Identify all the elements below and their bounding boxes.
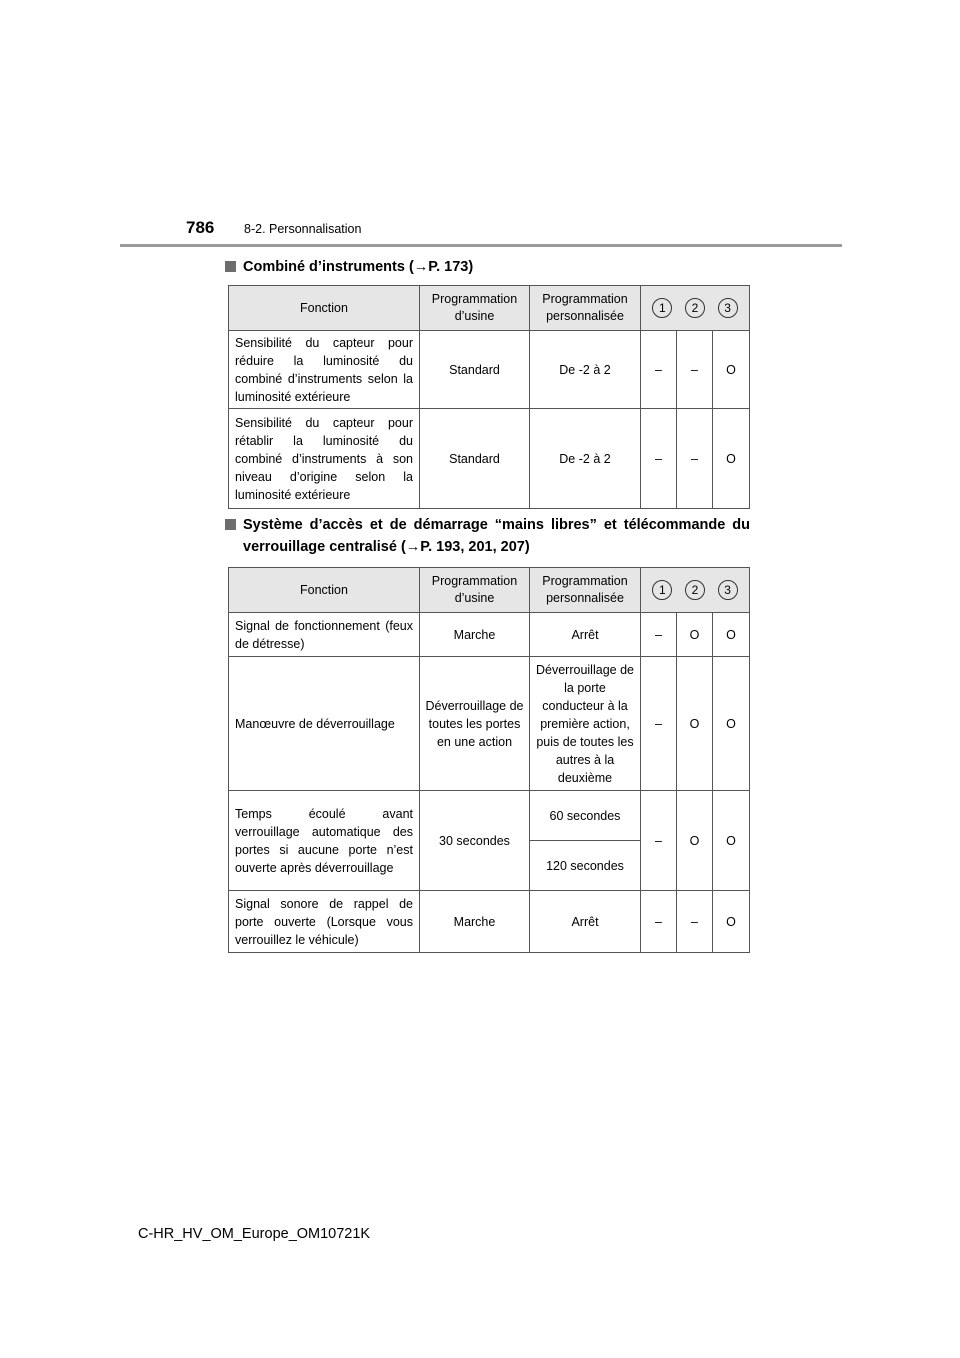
table-row xyxy=(229,613,750,657)
table-row xyxy=(229,331,750,409)
custom-setting-cell: 120 secondes xyxy=(530,841,641,891)
column-header: Programmation personnalisée xyxy=(530,286,641,331)
number-3-icon: 3 xyxy=(718,580,738,600)
method-2-cell: – xyxy=(677,409,713,509)
bullet-square-icon xyxy=(225,261,236,272)
section-heading-smart-entry xyxy=(225,514,750,558)
table-header-row xyxy=(229,286,750,331)
number-2-icon: 2 xyxy=(685,298,705,318)
method-2-cell: O xyxy=(677,791,713,891)
method-1-cell: – xyxy=(641,657,677,791)
table-row xyxy=(229,791,750,841)
function-cell: Sensibilité du capteur pour rétablir la luminosité du combiné d’instruments à son niveau d’origine selon la luminosité extérieure xyxy=(229,409,420,509)
function-cell: Temps écoulé avant verrouillage automatique des portes si aucune porte n’est ouverte après déverrouillage xyxy=(229,791,420,891)
section-heading-instrument-cluster xyxy=(225,256,750,278)
custom-setting-cell: Arrêt xyxy=(530,613,641,657)
column-header-numbers xyxy=(641,286,750,331)
method-1-cell: – xyxy=(641,891,677,953)
bullet-square-icon xyxy=(225,519,236,530)
section-reference: 8-2. Personnalisation xyxy=(244,222,362,236)
factory-setting-cell: Marche xyxy=(420,891,530,953)
method-2-cell: O xyxy=(677,657,713,791)
page-number: 786 xyxy=(186,218,215,237)
custom-setting-cell: Arrêt xyxy=(530,891,641,953)
function-cell: Signal sonore de rappel de porte ouverte (Lorsque vous verrouillez le véhicule) xyxy=(229,891,420,953)
factory-setting-cell: Standard xyxy=(420,331,530,409)
table-row xyxy=(229,409,750,509)
column-header: Fonction xyxy=(229,286,420,331)
method-1-cell: – xyxy=(641,613,677,657)
factory-setting-cell: Marche xyxy=(420,613,530,657)
footer-document-code: C-HR_HV_OM_Europe_OM10721K xyxy=(138,1226,371,1242)
table-header-row xyxy=(229,568,750,613)
custom-setting-cell: 60 secondes xyxy=(530,791,641,841)
method-1-cell: – xyxy=(641,791,677,891)
section-title: Système d’accès et de démarrage “mains libres” et télécommande du verrouillage centralisé (→P. 193, 201, 207) xyxy=(243,517,750,555)
method-3-cell: O xyxy=(713,657,750,791)
section-title: Combiné d’instruments (→P. 173) xyxy=(243,259,474,275)
settings-table-smart-entry xyxy=(228,567,750,953)
factory-setting-cell: Déverrouillage de toutes les portes en une action xyxy=(420,657,530,791)
column-header: Programmation personnalisée xyxy=(530,568,641,613)
settings-table-instrument-cluster xyxy=(228,285,750,509)
function-cell: Sensibilité du capteur pour réduire la luminosité du combiné d’instruments selon la luminosité extérieure xyxy=(229,331,420,409)
method-1-cell: – xyxy=(641,409,677,509)
method-2-cell: O xyxy=(677,613,713,657)
table-row xyxy=(229,891,750,953)
method-3-cell: O xyxy=(713,613,750,657)
number-1-icon: 1 xyxy=(652,298,672,318)
custom-setting-cell: De -2 à 2 xyxy=(530,331,641,409)
method-1-cell: – xyxy=(641,331,677,409)
column-header-numbers xyxy=(641,568,750,613)
function-cell: Signal de fonctionnement (feux de détresse) xyxy=(229,613,420,657)
table-row xyxy=(229,657,750,791)
column-header: Fonction xyxy=(229,568,420,613)
method-2-cell: – xyxy=(677,331,713,409)
factory-setting-cell: Standard xyxy=(420,409,530,509)
custom-setting-cell: Déverrouillage de la porte conducteur à la première action, puis de toutes les autres à la deuxième xyxy=(530,657,641,791)
function-cell: Manœuvre de déverrouillage xyxy=(229,657,420,791)
method-2-cell: – xyxy=(677,891,713,953)
method-3-cell: O xyxy=(713,891,750,953)
method-3-cell: O xyxy=(713,331,750,409)
header-divider xyxy=(120,244,842,247)
method-3-cell: O xyxy=(713,791,750,891)
column-header: Programmation d’usine xyxy=(420,286,530,331)
column-header: Programmation d’usine xyxy=(420,568,530,613)
number-1-icon: 1 xyxy=(652,580,672,600)
custom-setting-cell: De -2 à 2 xyxy=(530,409,641,509)
method-3-cell: O xyxy=(713,409,750,509)
factory-setting-cell: 30 secondes xyxy=(420,791,530,891)
number-3-icon: 3 xyxy=(718,298,738,318)
number-2-icon: 2 xyxy=(685,580,705,600)
